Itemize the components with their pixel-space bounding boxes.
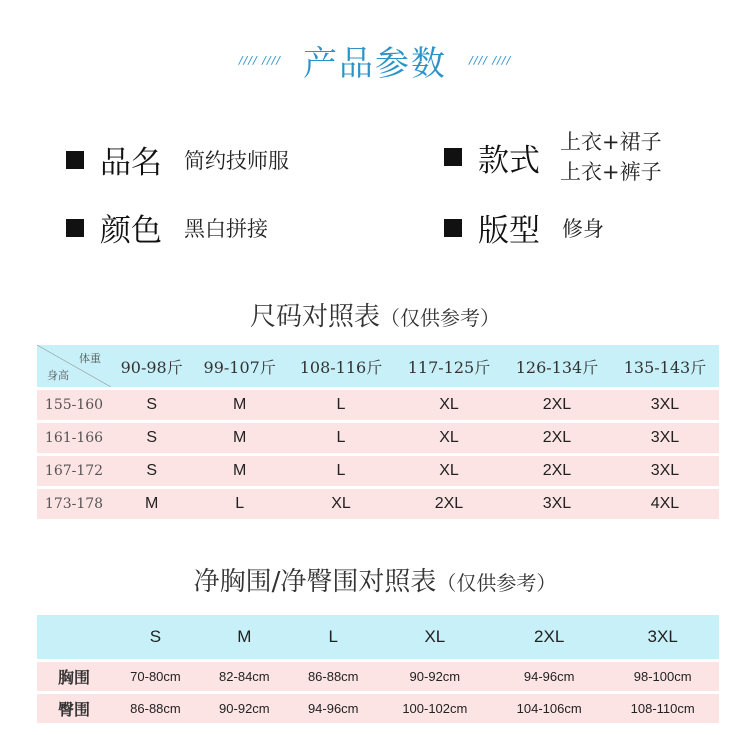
measure-cell: 94-96cm	[289, 694, 378, 723]
height-cell: 155-160	[37, 390, 111, 420]
size-cell: S	[111, 456, 192, 486]
size-cell: L	[287, 390, 395, 420]
measure-table-title-text: 净胸围/净臀围对照表	[193, 567, 437, 597]
measure-cell: 82-84cm	[200, 662, 289, 691]
size-cell: 2XL	[503, 423, 611, 453]
table-row	[37, 489, 719, 519]
attr-style-label: 款式	[478, 142, 540, 179]
size-cell: M	[111, 489, 192, 519]
size-table	[37, 342, 719, 522]
attr-fit	[444, 205, 604, 250]
size-cell: 2XL	[503, 456, 611, 486]
attr-color	[66, 205, 268, 250]
size-cell: 4XL	[611, 489, 719, 519]
table-row	[37, 694, 719, 723]
attr-style-value-1: 上衣+裙子	[560, 130, 662, 154]
size-table-title	[0, 296, 750, 333]
weight-header: 99-107斤	[192, 345, 287, 387]
table-row	[37, 662, 719, 691]
weight-header: 117-125斤	[395, 345, 503, 387]
size-cell: S	[111, 390, 192, 420]
attr-style	[444, 127, 662, 187]
measure-cell: 86-88cm	[289, 662, 378, 691]
measure-table-note: （仅供参考）	[436, 571, 557, 595]
corner-height-label: 身高	[47, 369, 69, 382]
table-row	[37, 423, 719, 453]
row-label: 臀围	[37, 694, 111, 723]
empty-corner-cell	[37, 615, 111, 659]
row-label: 胸围	[37, 662, 111, 691]
square-bullet-icon	[444, 219, 462, 237]
attr-name-value: 简约技师服	[184, 148, 289, 173]
measure-cell: 70-80cm	[111, 662, 200, 691]
weight-header: 135-143斤	[611, 345, 719, 387]
attr-name-label: 品名	[100, 145, 162, 181]
corner-weight-label: 体重	[79, 352, 101, 365]
size-table-header-row	[37, 345, 719, 387]
weight-header: 108-116斤	[287, 345, 395, 387]
attr-style-value-2: 上衣+裤子	[560, 160, 662, 184]
height-cell: 167-172	[37, 456, 111, 486]
measure-cell: 98-100cm	[606, 662, 719, 691]
attr-color-label: 颜色	[100, 213, 162, 249]
attr-color-value: 黑白拼接	[184, 216, 268, 241]
measure-table	[37, 612, 719, 726]
table-row	[37, 456, 719, 486]
measure-cell: 108-110cm	[606, 694, 719, 723]
weight-header: 90-98斤	[111, 345, 192, 387]
size-cell: 2XL	[395, 489, 503, 519]
measure-cell: 94-96cm	[492, 662, 606, 691]
size-header: XL	[378, 615, 492, 659]
square-bullet-icon	[66, 151, 84, 169]
size-cell: L	[287, 456, 395, 486]
measure-cell: 104-106cm	[492, 694, 606, 723]
corner-cell	[37, 345, 111, 387]
size-cell: M	[192, 456, 287, 486]
measure-cell: 90-92cm	[200, 694, 289, 723]
size-cell: 3XL	[611, 456, 719, 486]
diagonal-divider	[37, 345, 111, 387]
header-decoration-left: //// ////	[238, 53, 281, 67]
attr-name	[66, 137, 289, 182]
height-cell: 161-166	[37, 423, 111, 453]
attr-fit-label: 版型	[478, 213, 540, 249]
size-cell: XL	[395, 456, 503, 486]
size-header: 2XL	[492, 615, 606, 659]
size-table-title-text: 尺码对照表	[249, 302, 380, 332]
size-header: M	[200, 615, 289, 659]
size-header: S	[111, 615, 200, 659]
size-cell: L	[287, 423, 395, 453]
page-title: 产品参数	[303, 43, 447, 84]
measure-cell: 86-88cm	[111, 694, 200, 723]
size-cell: XL	[287, 489, 395, 519]
page-header	[0, 38, 750, 82]
measure-table-title	[0, 561, 750, 598]
size-cell: L	[192, 489, 287, 519]
square-bullet-icon	[444, 148, 462, 166]
table-row	[37, 390, 719, 420]
size-cell: M	[192, 390, 287, 420]
size-cell: M	[192, 423, 287, 453]
square-bullet-icon	[66, 219, 84, 237]
weight-header: 126-134斤	[503, 345, 611, 387]
size-cell: S	[111, 423, 192, 453]
size-cell: 3XL	[611, 423, 719, 453]
measure-cell: 90-92cm	[378, 662, 492, 691]
header-decoration-right: //// ////	[469, 53, 512, 67]
size-cell: 3XL	[503, 489, 611, 519]
measure-cell: 100-102cm	[378, 694, 492, 723]
size-table-note: （仅供参考）	[380, 306, 500, 330]
attr-style-values	[560, 127, 662, 187]
size-header: 3XL	[606, 615, 719, 659]
size-cell: 2XL	[503, 390, 611, 420]
height-cell: 173-178	[37, 489, 111, 519]
size-cell: XL	[395, 390, 503, 420]
measure-table-header-row	[37, 615, 719, 659]
size-cell: 3XL	[611, 390, 719, 420]
size-header: L	[289, 615, 378, 659]
size-cell: XL	[395, 423, 503, 453]
attr-fit-value: 修身	[562, 216, 604, 241]
